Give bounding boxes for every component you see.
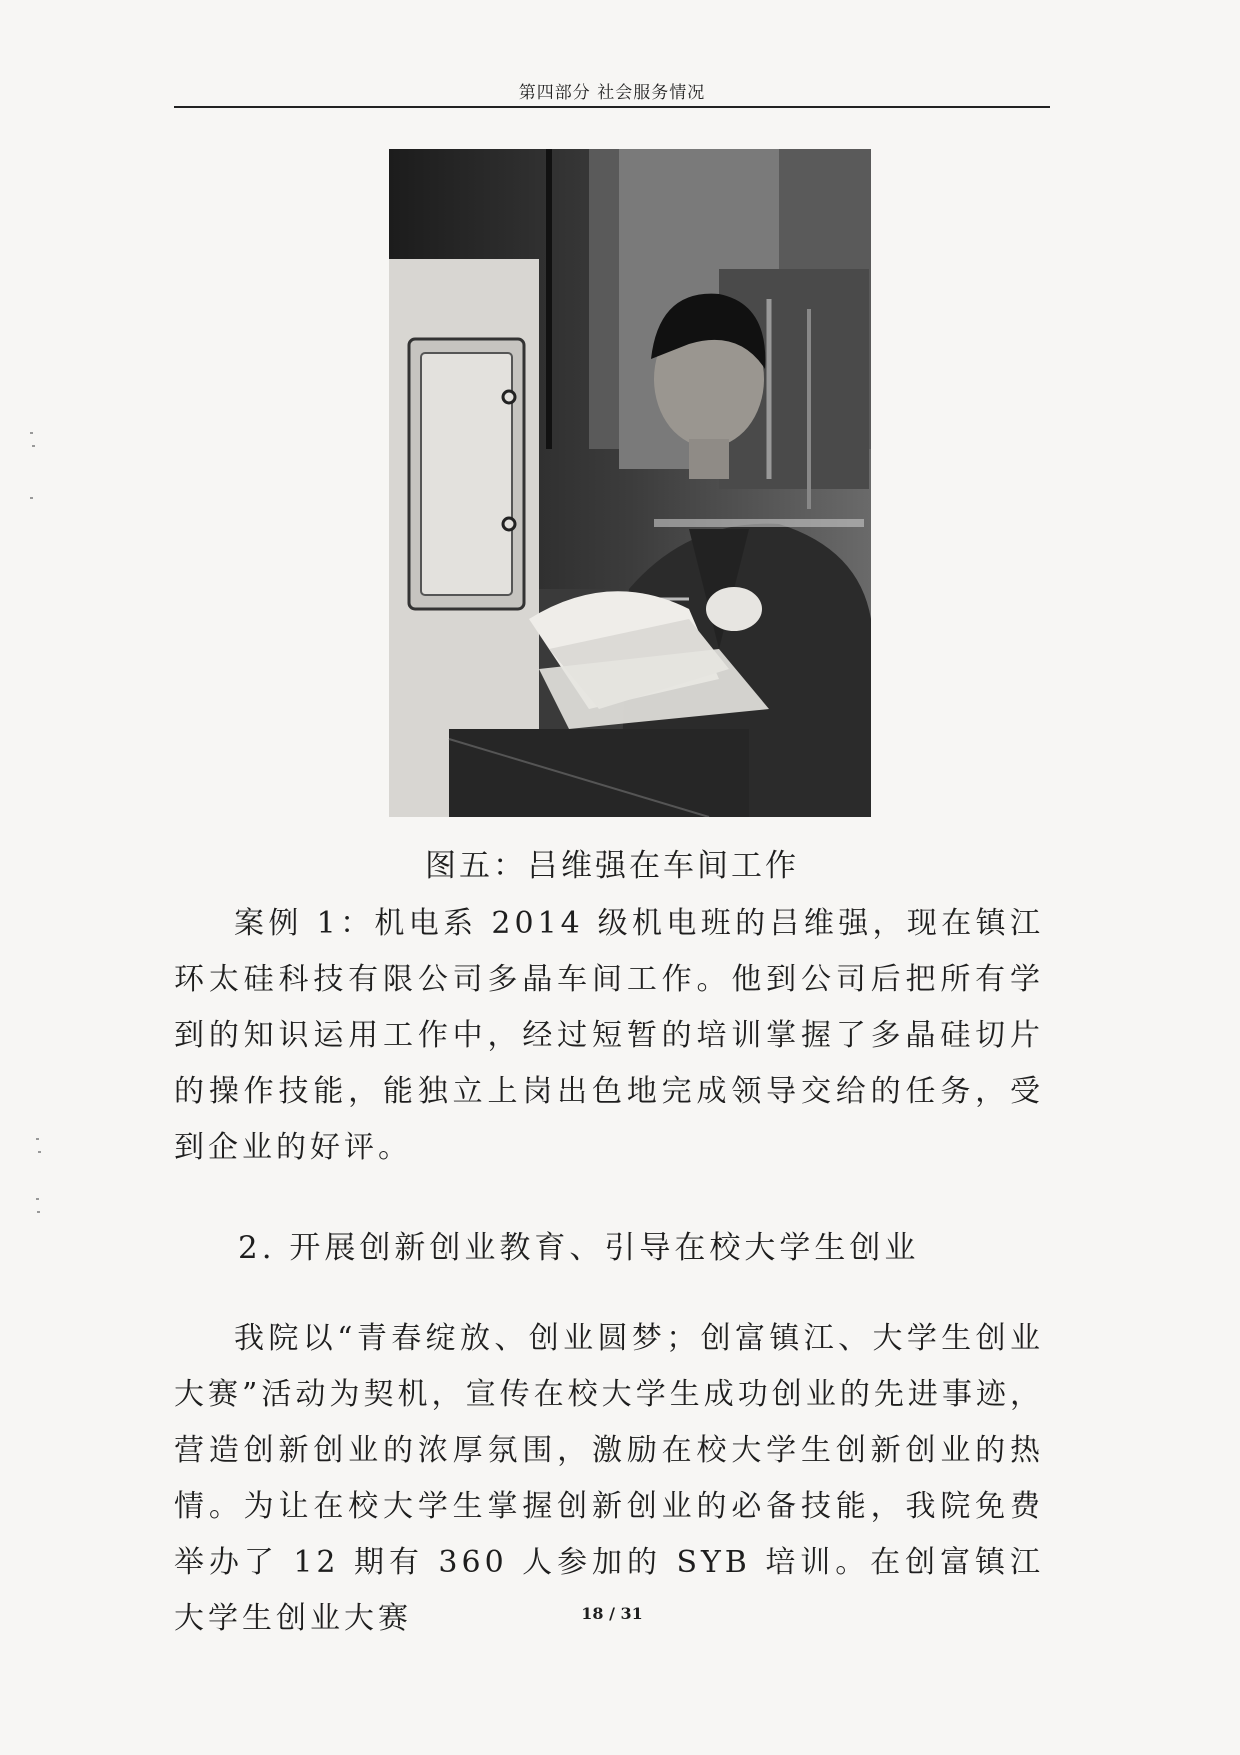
scan-speck	[36, 1138, 39, 1140]
scan-speck	[38, 1151, 41, 1153]
scan-speck	[30, 497, 33, 499]
header-rule	[174, 106, 1050, 108]
page-number: 18 / 31	[581, 1604, 643, 1623]
section-paragraph: 我院以“青春绽放、创业圆梦；创富镇江、大学生创业大赛”活动为契机，宣传在校大学生成功创业的先进事迹，营造创新创业的浓厚氛围，激励在校大学生创新创业的热情。为让在校大学生掌握创新创业的必备技能，我院免费举办了 12 期有 360 人参加的 SYB 培训。在创富镇江大学生创业大赛	[174, 1321, 1044, 1636]
running-header: 第四部分 社会服务情况	[518, 83, 706, 103]
scan-speck	[30, 432, 33, 434]
scan-speck	[32, 445, 35, 447]
worker-photo	[389, 149, 871, 817]
case-paragraph: 案例 1：机电系 2014 级机电班的吕维强，现在镇江环太硅科技有限公司多晶车间工作。他到公司后把所有学到的知识运用工作中，经过短暂的培训掌握了多晶硅切片的操作技能，能独立上岗出色地完成领导交给的任务，受到企业的好评。	[174, 906, 1044, 1165]
figure-caption: 图五：吕维强在车间工作	[425, 848, 799, 884]
scan-speck	[36, 1198, 39, 1200]
section-heading: 2. 开展创新创业教育、引导在校大学生创业	[238, 1230, 920, 1266]
scan-speck	[37, 1211, 40, 1213]
